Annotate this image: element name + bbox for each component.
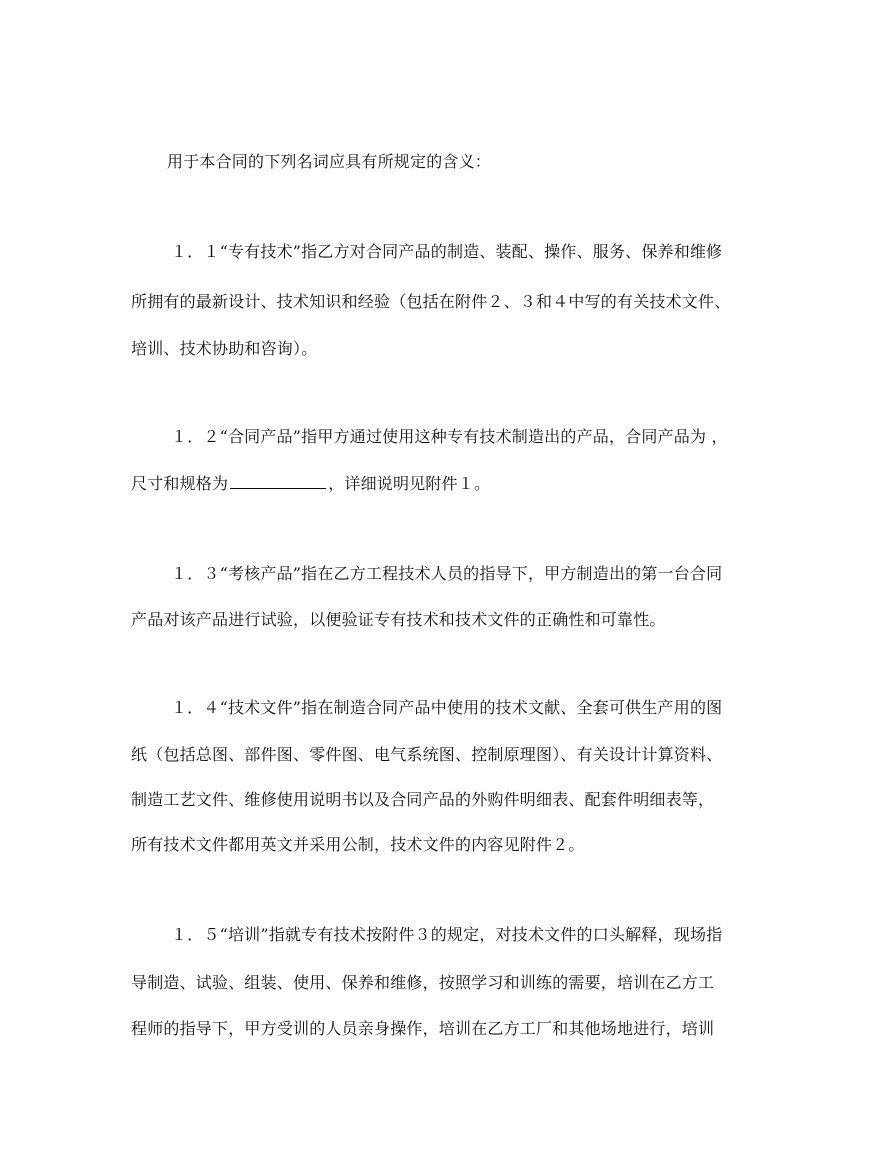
clause-1-5-line-1: １．５“培训”指就专有技术按附件３的规定，对技术文件的口头解释，现场指 <box>171 925 723 944</box>
clause-1-4-line-2: 纸（包括总图、部件图、零件图、电气系统图、控制原理图）、有关设计计算资料、 <box>131 745 723 764</box>
clause-1-1-line-3: 培训、技术协助和咨询）。 <box>131 339 318 358</box>
clause-1-1-line-1: １．１“专有技术”指乙方对合同产品的制造、装配、操作、服务、保养和维修 <box>171 242 723 261</box>
clause-1-3-line-2: 产品对该产品进行试验，以便验证专有技术和技术文件的正确性和可靠性。 <box>131 610 666 629</box>
clause-1-3-line-1: １．３“考核产品”指在乙方工程技术人员的指导下，甲方制造出的第一台合同 <box>171 564 723 583</box>
clause-1-1-line-2: 所拥有的最新设计、技术知识和经验（包括在附件２、３和４中写的有关技术文件、 <box>131 292 731 311</box>
clause-1-2-line-2 <box>131 473 490 494</box>
clause-1-2-line-2-before: 尺寸和规格为 <box>131 474 229 493</box>
clause-1-2-line-2-after: ，详细说明见附件１。 <box>328 474 491 493</box>
clause-1-5-line-3: 程师的指导下，甲方受训的人员亲身操作，培训在乙方工厂和其他场地进行，培训 <box>131 1019 715 1038</box>
clause-1-2-line-1: １．２“合同产品”指甲方通过使用这种专有技术制造出的产品，合同产品为 ， <box>171 427 728 446</box>
clause-1-4-line-1: １．４“技术文件”指在制造合同产品中使用的技术文献、全套可供生产用的图 <box>171 698 723 717</box>
clause-1-5-line-2: 导制造、试验、组装、使用、保养和维修，按照学习和训练的需要，培训在乙方工 <box>131 973 715 992</box>
intro-line: 用于本合同的下列名词应具有所规定的含义： <box>167 152 492 171</box>
fill-in-blank <box>230 473 326 489</box>
clause-1-4-line-3: 制造工艺文件、维修使用说明书以及合同产品的外购件明细表、配套件明细表等， <box>131 790 715 809</box>
clause-1-4-line-4: 所有技术文件都用英文并采用公制，技术文件的内容见附件２。 <box>131 835 585 854</box>
